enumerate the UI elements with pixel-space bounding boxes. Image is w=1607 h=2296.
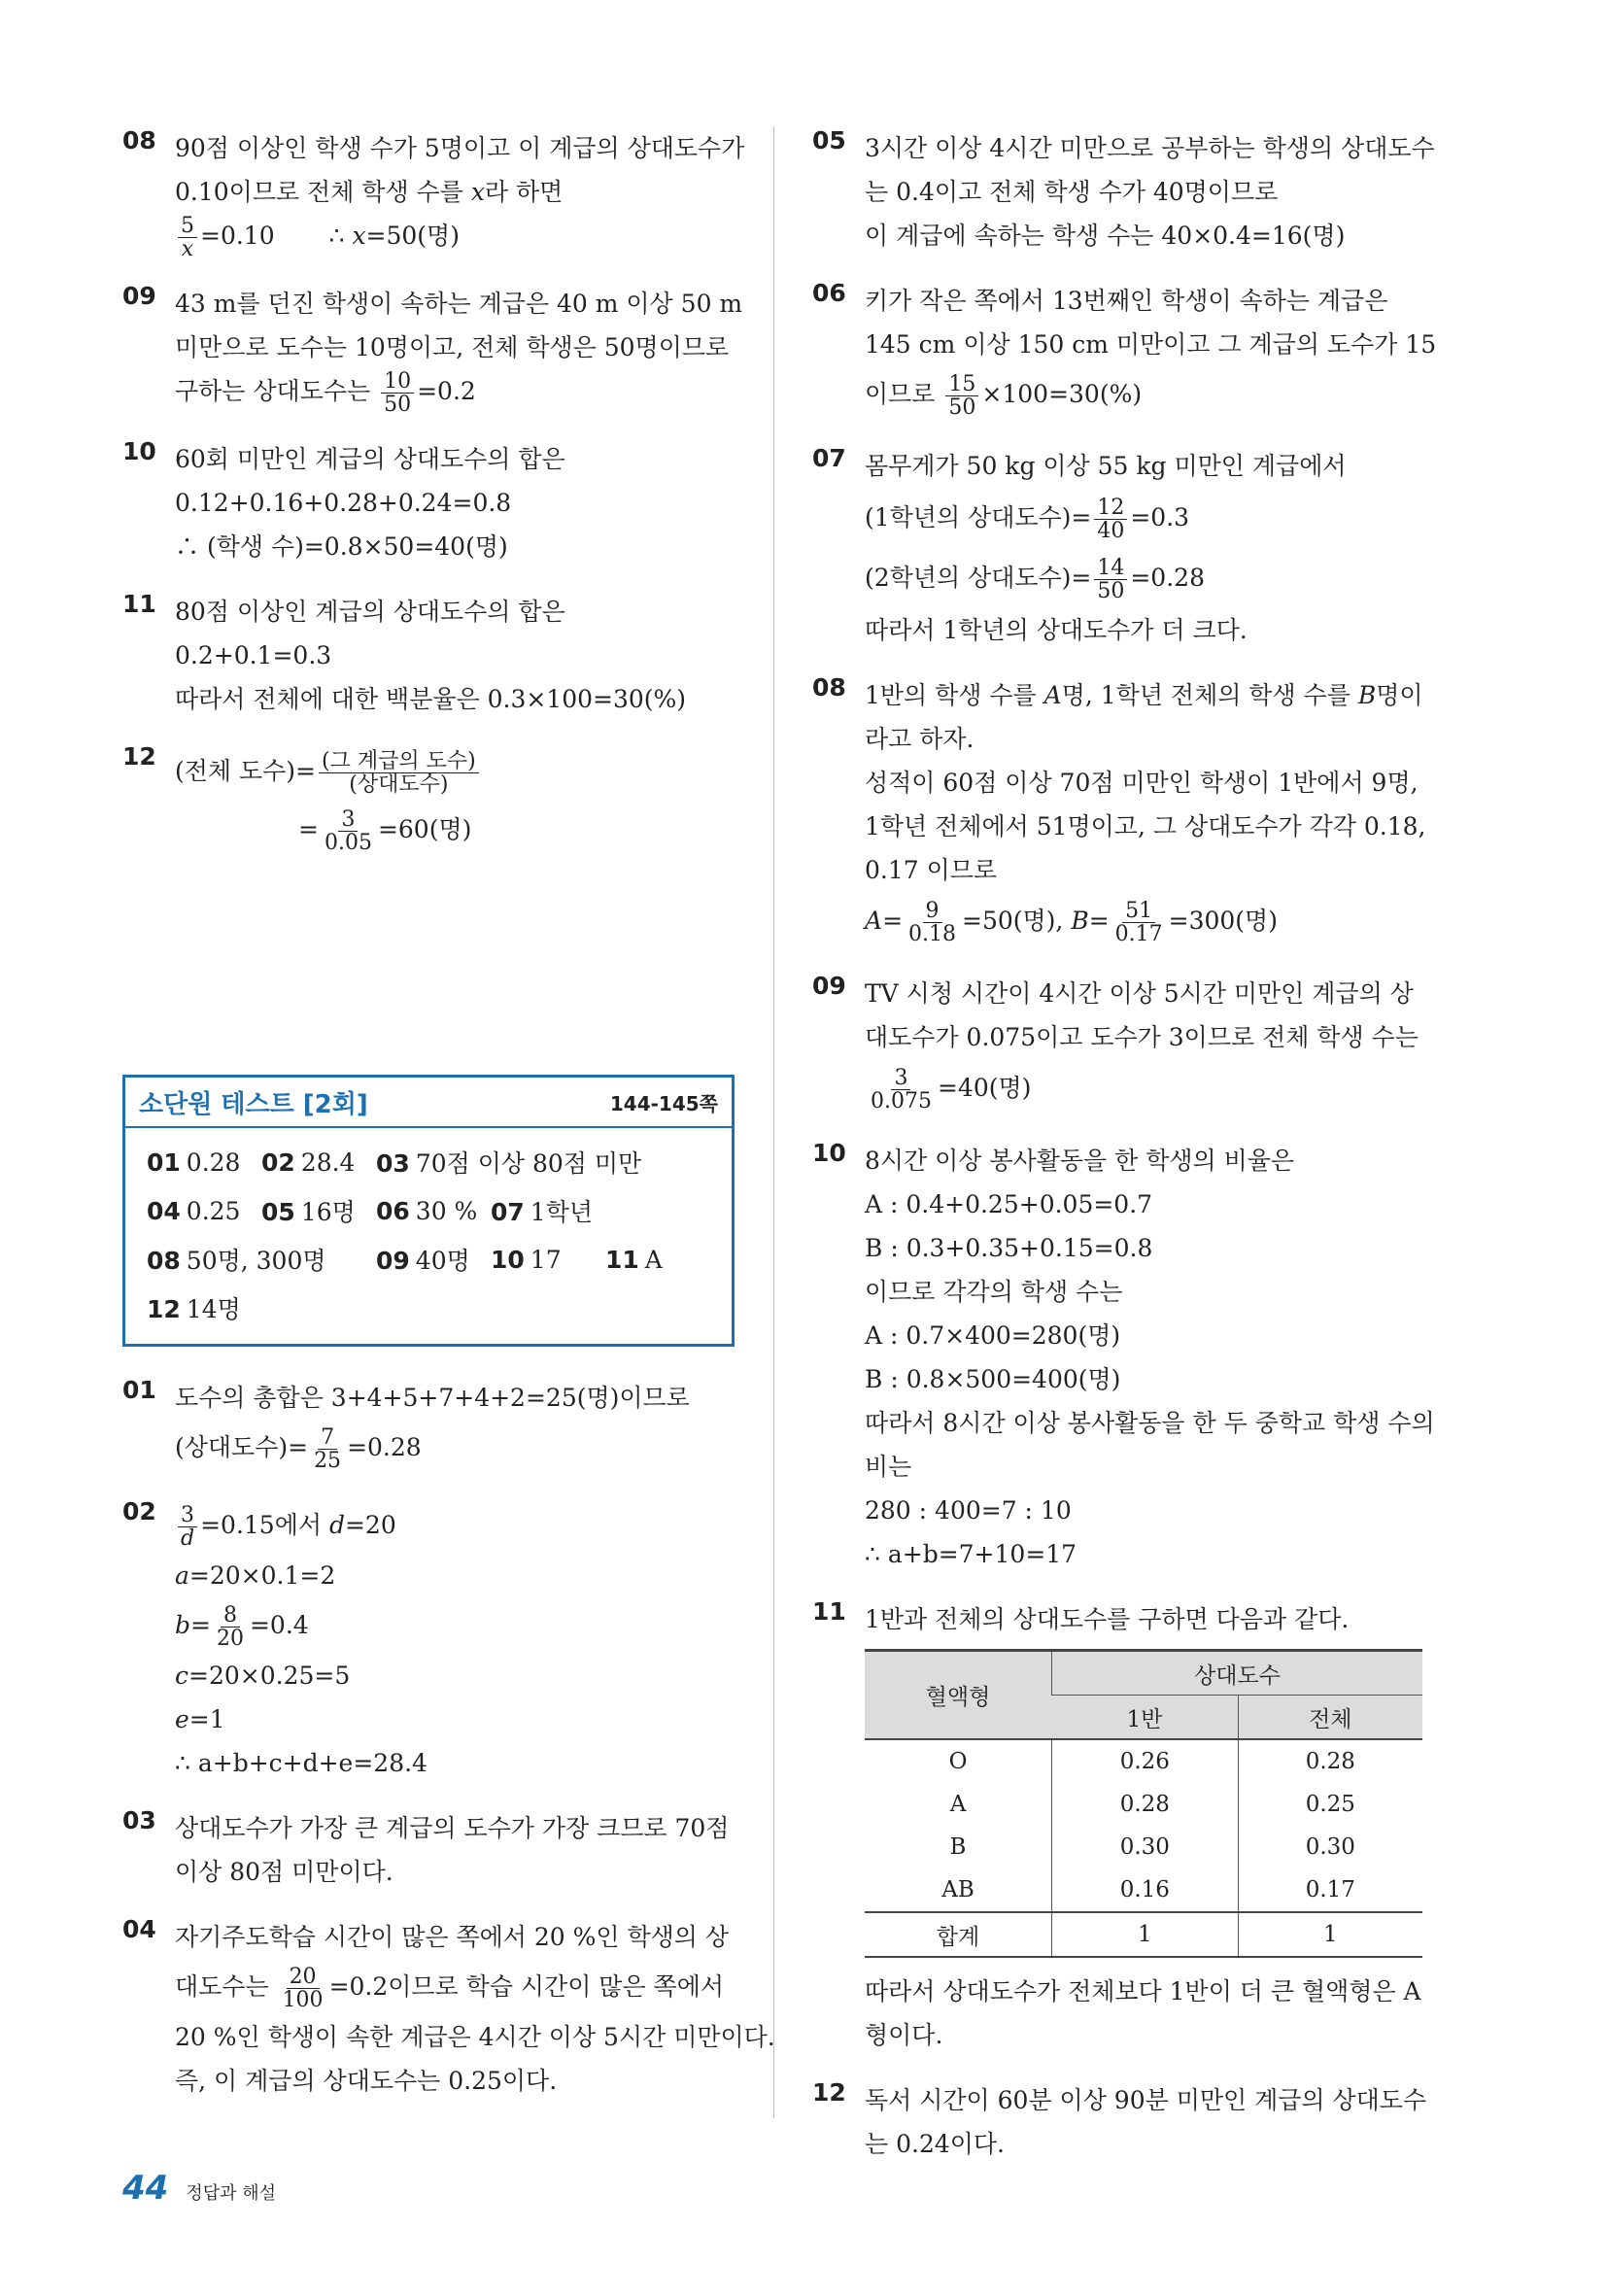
answer-item: 11 A (605, 1245, 663, 1274)
solution-08 (812, 673, 1428, 950)
text-line: 이상 80점 미만이다. (175, 1858, 393, 1887)
header-total: 전체 (1238, 1696, 1422, 1740)
text-line: 는 0.4이고 전체 학생 수가 40명이므로 (865, 178, 1279, 206)
text-line: 0.10이므로 전체 학생 수를 x라 하면 (175, 178, 564, 206)
solution-09 (812, 972, 1428, 1117)
text-line: 미만으로 도수는 10명이고, 전체 학생은 50명이므로 (175, 333, 730, 362)
box-page-range: 144-145쪽 (609, 1091, 718, 1115)
footer-label: 정답과 해설 (186, 2183, 276, 2204)
text-line: 1반의 학생 수를 A명, 1학년 전체의 학생 수를 B명이 (865, 681, 1423, 709)
box-title: 소단원 테스트 [2회] (139, 1089, 368, 1119)
text-line: 도수의 총합은 3+4+5+7+4+2=25(명)이므로 (175, 1384, 690, 1413)
text-line: 비는 (865, 1453, 912, 1481)
problem-number: 03 (122, 1806, 156, 1835)
equation-line: $\frac{3}{d}$ =0.15에서 d=20 (175, 1497, 735, 1554)
problem-number: 04 (122, 1915, 156, 1944)
unit-test-answer-box (122, 1075, 735, 1347)
problem-number: 06 (812, 279, 846, 307)
table-total-row: 합계 1 1 (865, 1912, 1422, 1957)
equation-line: 대도수는 $\frac{20}{100}$ =0.2이므로 학습 시간이 많은 쪽에서 (175, 1965, 725, 2013)
text-line: 0.2+0.1=0.3 (175, 641, 332, 670)
fraction: $\frac{9}{0.18}$ (908, 898, 956, 946)
text-line: 90점 이상인 학생 수가 5명이고 이 계급의 상대도수가 (175, 134, 745, 162)
fraction: $\frac{5}{x}$ (178, 215, 197, 260)
answer-row (147, 1186, 718, 1235)
fraction: $\frac{3}{0.075}$ (871, 1065, 932, 1114)
text-line: 1반과 전체의 상대도수를 구하면 다음과 같다. (865, 1605, 1350, 1633)
answer-item: 12 14명 (147, 1295, 241, 1324)
text-line: 는 0.24이다. (865, 2130, 1006, 2158)
text-line: 독서 시간이 60분 이상 90분 미만인 계급의 상대도수 (865, 2086, 1427, 2114)
header-class-1: 1반 (1052, 1696, 1239, 1740)
problem-number: 05 (812, 126, 846, 154)
table-row: A 0.28 0.25 (865, 1783, 1422, 1826)
text-line: 키가 작은 쪽에서 13번째인 학생이 속하는 계급은 (865, 287, 1388, 315)
equation-line: 이므로 $\frac{15}{50}$ ×100=30(%) (865, 371, 1143, 420)
fraction: $\frac{3}{0.05}$ (324, 807, 372, 856)
text-line: 이므로 각각의 학생 수는 (865, 1278, 1123, 1306)
problem-number: 10 (812, 1139, 846, 1167)
text-line: 몸무게가 50 kg 이상 55 kg 미만인 계급에서 (865, 452, 1347, 480)
solution-10 (812, 1139, 1435, 1576)
text-line: 60회 미만인 계급의 상대도수의 합은 (175, 445, 565, 474)
equation-line: = $\frac{3}{0.05}$ =60(명) (298, 807, 472, 856)
fraction: $\frac{\text{(그 계급의 도수)}}{\text{(상대도수)}}$ (319, 750, 479, 796)
text-line: 이 계급에 속하는 학생 수는 40×0.4=16(명) (865, 222, 1346, 250)
text-line: ∴ (학생 수)=0.8×50=40(명) (175, 532, 508, 562)
left-column (122, 126, 775, 2124)
solution-03 (122, 1806, 735, 1894)
text-line: TV 시청 시간이 4시간 이상 5시간 미만인 계급의 상 (865, 979, 1414, 1008)
problem-number: 02 (122, 1497, 156, 1526)
problem-number: 08 (122, 126, 156, 154)
problem-number: 09 (122, 282, 156, 311)
header-blood-type: 혈액형 (865, 1651, 1052, 1740)
text-line: 따라서 상대도수가 전체보다 1반이 더 큰 혈액형은 A (865, 1977, 1421, 2005)
text-line: A : 0.4+0.25+0.05=0.7 (865, 1190, 1153, 1218)
answer-item: 06 30 % (376, 1196, 478, 1225)
answer-row (147, 1138, 718, 1186)
problem-number: 12 (812, 2078, 846, 2107)
text-line: 43 m를 던진 학생이 속하는 계급은 40 m 이상 50 m (175, 290, 743, 319)
table-row: O 0.26 0.28 (865, 1739, 1422, 1783)
problem-12 (122, 742, 735, 859)
text-line: 따라서 8시간 이상 봉사활동을 한 두 중학교 학생 수의 (865, 1409, 1435, 1437)
equation-line: (2학년의 상대도수)= $\frac{14}{50}$ =0.28 (865, 555, 1205, 603)
problem-11 (122, 590, 735, 721)
text-line: 80점 이상인 계급의 상대도수의 합은 (175, 598, 565, 627)
fraction: $\frac{14}{50}$ (1094, 557, 1127, 602)
text-line: 0.17 이므로 (865, 856, 998, 884)
page-number: 44 (122, 2169, 169, 2208)
solution-11 (812, 1597, 1428, 2057)
text-line: 대도수가 0.075이고 도수가 3이므로 전체 학생 수는 (865, 1023, 1419, 1051)
text-line: 280 : 400=7 : 10 (865, 1496, 1072, 1525)
solution-04 (122, 1915, 775, 2103)
text-line: 145 cm 이상 150 cm 미만이고 그 계급의 도수가 15 (865, 330, 1437, 359)
problem-number: 09 (812, 972, 846, 1000)
problem-number: 01 (122, 1376, 156, 1405)
answer-row (147, 1235, 718, 1284)
problem-08 (122, 126, 745, 261)
equation-line: A= $\frac{9}{0.18}$ =50(명), B= $\frac{51}{0.17}$ =300(명) (865, 898, 1278, 946)
solution-01 (122, 1376, 735, 1476)
fraction: $\frac{3}{d}$ (178, 1504, 197, 1550)
fraction: $\frac{51}{0.17}$ (1114, 898, 1163, 946)
text-line: 0.12+0.16+0.28+0.24=0.8 (175, 489, 512, 518)
text-line: B : 0.8×500=400(명) (865, 1365, 1121, 1393)
fraction: $\frac{8}{20}$ (216, 1603, 244, 1652)
equation-line: (상대도수)= $\frac{7}{25}$ =0.28 (175, 1425, 422, 1474)
problem-number: 07 (812, 444, 846, 472)
page-footer (122, 2169, 276, 2208)
solution-07 (812, 444, 1428, 652)
equation-line: (전체 도수)= $\frac{\text{(그 계급의 도수)}}{\text{(상대도수)}}$ (175, 742, 735, 801)
solution-06 (812, 279, 1437, 423)
blood-type-table (865, 1649, 1422, 1958)
problem-number: 12 (122, 742, 156, 771)
answer-item: 05 16명 (261, 1198, 356, 1227)
equation-line: c=20×0.25=5 (175, 1662, 351, 1691)
header-relative-frequency: 상대도수 (1052, 1651, 1423, 1696)
box-header (125, 1078, 732, 1128)
text-line: 1학년 전체에서 51명이고, 그 상대도수가 각각 0.18, (865, 812, 1426, 840)
equation-line: $\frac{3}{0.075}$ =40(명) (865, 1059, 1428, 1117)
text-line: 따라서 전체에 대한 백분율은 0.3×100=30(%) (175, 685, 687, 714)
table-row: B 0.30 0.30 (865, 1826, 1422, 1868)
answer-item: 08 50명, 300명 (147, 1247, 326, 1276)
text-line: 형이다. (865, 2021, 943, 2049)
answer-item: 09 40명 (376, 1247, 470, 1276)
fraction: $\frac{20}{100}$ (282, 1965, 324, 2013)
solution-12 (812, 2078, 1428, 2166)
text-line: 성적이 60점 이상 70점 미만인 학생이 1반에서 9명, (865, 769, 1419, 797)
text-line: A : 0.7×400=280(명) (865, 1321, 1121, 1350)
text-line: 라고 하자. (865, 725, 974, 753)
text-line: 상대도수가 가장 큰 계급의 도수가 가장 크므로 70점 (175, 1814, 730, 1843)
problem-number: 10 (122, 437, 156, 466)
text-line: ∴ a+b=7+10=17 (865, 1540, 1077, 1568)
equation-line: 구하는 상대도수는 $\frac{10}{50}$ =0.2 (175, 369, 476, 418)
fraction: $\frac{12}{40}$ (1094, 497, 1127, 542)
answer-item: 07 1학년 (491, 1198, 594, 1227)
answer-item: 01 0.28 (147, 1148, 241, 1177)
text-line: 자기주도학습 시간이 많은 쪽에서 20 %인 학생의 상 (175, 1923, 730, 1952)
answer-item: 03 70점 이상 80점 미만 (376, 1149, 642, 1179)
fraction: $\frac{7}{25}$ (314, 1425, 342, 1474)
text-line: 20 %인 학생이 속한 계급은 4시간 이상 5시간 미만이다. (175, 2023, 775, 2052)
problem-number: 08 (812, 673, 846, 702)
problem-number: 11 (122, 590, 156, 619)
problem-09 (122, 282, 743, 418)
box-answers (125, 1128, 732, 1344)
right-column (812, 126, 1437, 2187)
problem-10 (122, 437, 735, 568)
table-row: AB 0.16 0.17 (865, 1868, 1422, 1912)
answer-item: 04 0.25 (147, 1196, 241, 1225)
equation-line: (1학년의 상대도수)= $\frac{12}{40}$ =0.3 (865, 495, 1190, 543)
answer-row (147, 1284, 718, 1332)
equation-line: $\frac{5}{x}$ =0.10 ∴ x=50(명) (175, 214, 735, 260)
text-line: 8시간 이상 봉사활동을 한 학생의 비율은 (865, 1147, 1295, 1175)
text-line: B : 0.3+0.35+0.15=0.8 (865, 1234, 1153, 1262)
equation-line: ∴ a+b+c+d+e=28.4 (175, 1749, 427, 1778)
fraction: $\frac{15}{50}$ (945, 373, 978, 419)
equation-line: a=20×0.1=2 (175, 1561, 336, 1591)
column-divider (773, 126, 774, 2118)
answer-item: 10 17 (491, 1245, 562, 1274)
text-line: 따라서 1학년의 상대도수가 더 크다. (865, 616, 1248, 644)
equation-line: b= $\frac{8}{20}$ =0.4 (175, 1603, 309, 1652)
answer-item: 02 28.4 (261, 1148, 356, 1177)
problem-number: 11 (812, 1597, 846, 1626)
solution-02 (122, 1497, 735, 1785)
solution-05 (812, 126, 1435, 257)
text-line: 3시간 이상 4시간 미만으로 공부하는 학생의 상대도수 (865, 134, 1435, 162)
text-line: 즉, 이 계급의 상대도수는 0.25이다. (175, 2067, 558, 2096)
fraction: $\frac{10}{50}$ (381, 370, 414, 416)
equation-line: e=1 (175, 1705, 225, 1734)
